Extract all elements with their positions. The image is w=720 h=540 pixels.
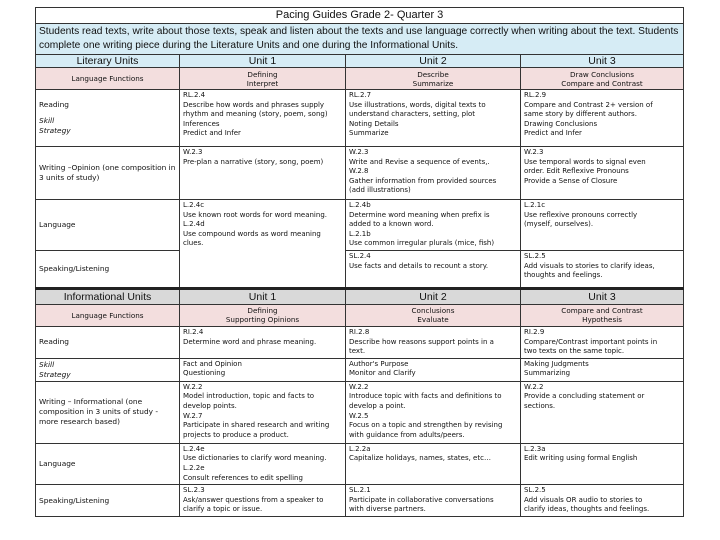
function-line: Draw Conclusions xyxy=(570,69,634,79)
standard-line: Add visuals OR audio to stories to xyxy=(524,495,643,504)
informational-unit-2-functions xyxy=(346,304,521,326)
standard-line: with diverse partners. xyxy=(349,505,426,514)
function-line: Interpret xyxy=(246,78,279,88)
literary-writing-label: Writing –Opinion (one composition in 3 units of study) xyxy=(36,147,180,200)
informational-unit-1-header: Unit 1 xyxy=(180,288,346,304)
standard-line: Drawing Conclusions xyxy=(524,119,598,128)
informational-speaking-label: Speaking/Listening xyxy=(36,485,180,517)
standard-line: L.2.1c xyxy=(524,201,546,209)
standard-line: Gather information from provided sources xyxy=(349,176,497,185)
standard-line: Use facts and details to recount a story. xyxy=(349,261,489,270)
standard-line: Model introduction, topic and facts to xyxy=(183,392,315,401)
standard-line: Fact and Opinion xyxy=(183,359,242,368)
informational-unit-3-language xyxy=(521,443,684,484)
informational-unit-3-writing xyxy=(521,381,684,443)
literary-unit-1-writing xyxy=(180,147,346,200)
informational-unit-2-language xyxy=(346,443,521,484)
standard-line: Use dictionaries to clarify word meaning. xyxy=(183,454,327,463)
literary-speaking-label: Speaking/Listening xyxy=(36,250,180,288)
standard-line: (myself, ourselves). xyxy=(524,220,594,229)
standard-line: RL.2.4 xyxy=(183,91,206,99)
informational-unit-2-skill xyxy=(346,358,521,381)
standard-line: projects to produce a product. xyxy=(183,430,289,439)
standard-line: added to a known word. xyxy=(349,220,434,229)
standard-line: RI.2.8 xyxy=(349,327,370,336)
standard-line: Consult references to edit spelling xyxy=(183,473,303,482)
standard-line: with guidance from adults/peers. xyxy=(349,430,465,439)
informational-unit-3-speaking xyxy=(521,485,684,517)
informational-reading-label: Reading xyxy=(36,326,180,358)
standard-line: two texts on the same topic. xyxy=(524,347,625,356)
informational-unit-3-reading xyxy=(521,326,684,358)
standard-line: develop a point. xyxy=(349,401,406,410)
literary-unit-3-reading xyxy=(521,90,684,147)
standard-line: SL.2.5 xyxy=(524,251,546,260)
informational-writing-label: Writing – Informational (one composition in 3 units of study - more research based) xyxy=(36,381,180,443)
standard-line: W.2.2 xyxy=(349,382,369,391)
standard-line: W.2.3 xyxy=(349,148,369,156)
literary-reading-label xyxy=(36,90,180,147)
informational-skill-strategy-label xyxy=(36,358,180,381)
literary-unit-2-reading xyxy=(346,90,521,147)
literary-unit-1-header: Unit 1 xyxy=(180,55,346,68)
function-line: Defining xyxy=(247,69,278,79)
standard-line: Participate in shared research and writing xyxy=(183,421,330,430)
intro-text: Students read texts, write about those texts, speak and listen about the texts and use language correctly when writing about the text. Students complete one writing piece during the Literature Units and one during the Informational Units. xyxy=(36,24,684,55)
function-line: Hypothesis xyxy=(582,315,622,325)
standard-line: Inferences xyxy=(183,119,220,128)
standard-line: Use compound words as word meaning xyxy=(183,229,321,238)
literary-unit-2-language xyxy=(346,200,521,251)
strategy-label: Strategy xyxy=(39,369,71,379)
standard-line: L.2.4e xyxy=(183,444,205,453)
literary-units-label: Literary Units xyxy=(36,55,180,68)
standard-line: RI.2.4 xyxy=(183,327,204,336)
standard-line: L.2.3a xyxy=(524,444,546,453)
standard-line: SL.2.3 xyxy=(183,486,205,495)
function-line: Summarize xyxy=(412,78,454,88)
standard-line: Determine word meaning when prefix is xyxy=(349,210,490,219)
function-line: Defining xyxy=(247,306,278,316)
standard-line: develop points. xyxy=(183,401,237,410)
standard-line: Predict and Infer xyxy=(183,129,241,138)
literary-unit-2-header: Unit 2 xyxy=(346,55,521,68)
standard-line: L.2.2a xyxy=(349,444,371,453)
standard-line: Determine word and phrase meaning. xyxy=(183,337,317,346)
function-line: Supporting Opinions xyxy=(225,315,300,325)
standard-line: W.2.3 xyxy=(524,148,544,156)
standard-line: SL.2.1 xyxy=(349,486,371,495)
standard-line: same story by different authors. xyxy=(524,110,637,119)
standard-line: W.2.2 xyxy=(524,382,544,391)
standard-line: Use common irregular plurals (mice, fish) xyxy=(349,239,495,248)
standard-line: sections. xyxy=(524,401,556,410)
literary-unit-3-header: Unit 3 xyxy=(521,55,684,68)
literary-language-functions-label: Language Functions xyxy=(36,68,180,90)
standard-line: W.2.5 xyxy=(349,411,369,420)
standard-line: Capitalize holidays, names, states, etc… xyxy=(349,454,491,463)
standard-line: Participate in collaborative conversations xyxy=(349,495,494,504)
standard-line: Describe how reasons support points in a xyxy=(349,337,494,346)
function-line: Evaluate xyxy=(417,315,449,325)
standard-line: L.2.4b xyxy=(349,201,371,209)
standard-line: RI.2.9 xyxy=(524,327,545,336)
literary-unit-2-speaking xyxy=(346,250,521,288)
standard-line: L.2.4d xyxy=(183,220,205,229)
standard-line: Add visuals to stories to clarify ideas, xyxy=(524,261,655,270)
standard-line: L.2.1b xyxy=(349,229,371,238)
standard-line: Summarize xyxy=(349,129,389,138)
literary-unit-2-functions xyxy=(346,68,521,90)
standard-line: Author's Purpose xyxy=(349,359,409,368)
standard-line: rhythm and meaning (story, poem, song) xyxy=(183,110,328,119)
informational-unit-3-skill xyxy=(521,358,684,381)
informational-unit-1-writing xyxy=(180,381,346,443)
standard-line: Use temporal words to signal even xyxy=(524,157,646,166)
informational-unit-2-reading xyxy=(346,326,521,358)
strategy-label: Strategy xyxy=(39,126,71,135)
standard-line: Making Judgments xyxy=(524,359,589,368)
standard-line: Provide a Sense of Closure xyxy=(524,176,618,185)
informational-unit-1-skill xyxy=(180,358,346,381)
function-line: Compare and Contrast xyxy=(561,78,643,88)
standard-line: Use illustrations, words, digital texts to xyxy=(349,100,486,109)
standard-line: Compare and Contrast 2+ version of xyxy=(524,100,653,109)
standard-line: Questioning xyxy=(183,369,226,378)
function-line: Compare and Contrast xyxy=(561,306,643,316)
standard-line: Use known root words for word meaning. xyxy=(183,210,327,219)
standard-line: Provide a concluding statement or xyxy=(524,392,645,401)
informational-unit-2-writing xyxy=(346,381,521,443)
standard-line: L.2.4c xyxy=(183,201,205,209)
standard-line: clarify a topic or issue. xyxy=(183,505,263,514)
reading-label: Reading xyxy=(39,100,69,109)
standard-line: Noting Details xyxy=(349,119,399,128)
standard-line: Introduce topic with facts and definitions to xyxy=(349,392,502,401)
standard-line: Predict and Infer xyxy=(524,129,582,138)
standard-line: Describe how words and phrases supply xyxy=(183,100,325,109)
informational-unit-1-speaking xyxy=(180,485,346,517)
pacing-guide-document xyxy=(35,7,683,517)
literary-unit-1-reading xyxy=(180,90,346,147)
standard-line: W.2.8 xyxy=(349,167,369,176)
standard-line: Edit writing using formal English xyxy=(524,454,638,463)
literary-unit-3-functions xyxy=(521,68,684,90)
informational-unit-2-speaking xyxy=(346,485,521,517)
standard-line: Write and Revise a sequence of events,. xyxy=(349,157,490,166)
literary-unit-3-language xyxy=(521,200,684,251)
skill-label: Skill xyxy=(39,359,55,369)
informational-unit-1-functions xyxy=(180,304,346,326)
informational-unit-3-header: Unit 3 xyxy=(521,288,684,304)
informational-language-functions-label: Language Functions xyxy=(36,304,180,326)
informational-units-label: Informational Units xyxy=(36,288,180,304)
informational-unit-3-functions xyxy=(521,304,684,326)
standard-line: Compare/Contrast important points in xyxy=(524,337,658,346)
standard-line: clues. xyxy=(183,239,204,248)
standard-line: SL.2.4 xyxy=(349,251,371,260)
informational-language-label: Language xyxy=(36,443,180,484)
standard-line: order. Edit Reflexive Pronouns xyxy=(524,167,629,176)
standard-line: Summarizing xyxy=(524,369,571,378)
standard-line: Ask/answer questions from a speaker to xyxy=(183,495,324,504)
skill-label: Skill xyxy=(39,116,55,125)
literary-unit-3-speaking xyxy=(521,250,684,288)
standard-line: Pre-plan a narrative (story, song, poem) xyxy=(183,157,324,166)
standard-line: W.2.2 xyxy=(183,382,203,391)
standard-line: Focus on a topic and strengthen by revising xyxy=(349,421,503,430)
standard-line: SL.2.5 xyxy=(524,486,546,495)
pacing-guide-table xyxy=(35,7,684,517)
literary-language-label: Language xyxy=(36,200,180,251)
standard-line: L.2.2e xyxy=(183,463,205,472)
standard-line: Use reflexive pronouns correctly xyxy=(524,210,638,219)
informational-unit-2-header: Unit 2 xyxy=(346,288,521,304)
standard-line: thoughts and feelings. xyxy=(524,271,603,280)
standard-line: W.2.3 xyxy=(183,148,203,156)
literary-unit-3-writing xyxy=(521,147,684,200)
standard-line: Monitor and Clarify xyxy=(349,369,416,378)
standard-line: clarify ideas, thoughts and feelings. xyxy=(524,505,650,514)
informational-unit-1-reading xyxy=(180,326,346,358)
standard-line: text. xyxy=(349,347,366,356)
literary-unit-2-writing xyxy=(346,147,521,200)
standard-line: understand characters, setting, plot xyxy=(349,110,476,119)
informational-unit-1-language xyxy=(180,443,346,484)
standard-line: W.2.7 xyxy=(183,411,203,420)
standard-line: RL.2.7 xyxy=(349,91,372,99)
literary-unit-1-language xyxy=(180,200,346,289)
standard-line: (add illustrations) xyxy=(349,186,411,195)
function-line: Conclusions xyxy=(411,306,455,316)
function-line: Describe xyxy=(417,69,449,79)
page-title: Pacing Guides Grade 2- Quarter 3 xyxy=(36,8,684,24)
literary-unit-1-functions xyxy=(180,68,346,90)
standard-line: RL.2.9 xyxy=(524,91,547,99)
